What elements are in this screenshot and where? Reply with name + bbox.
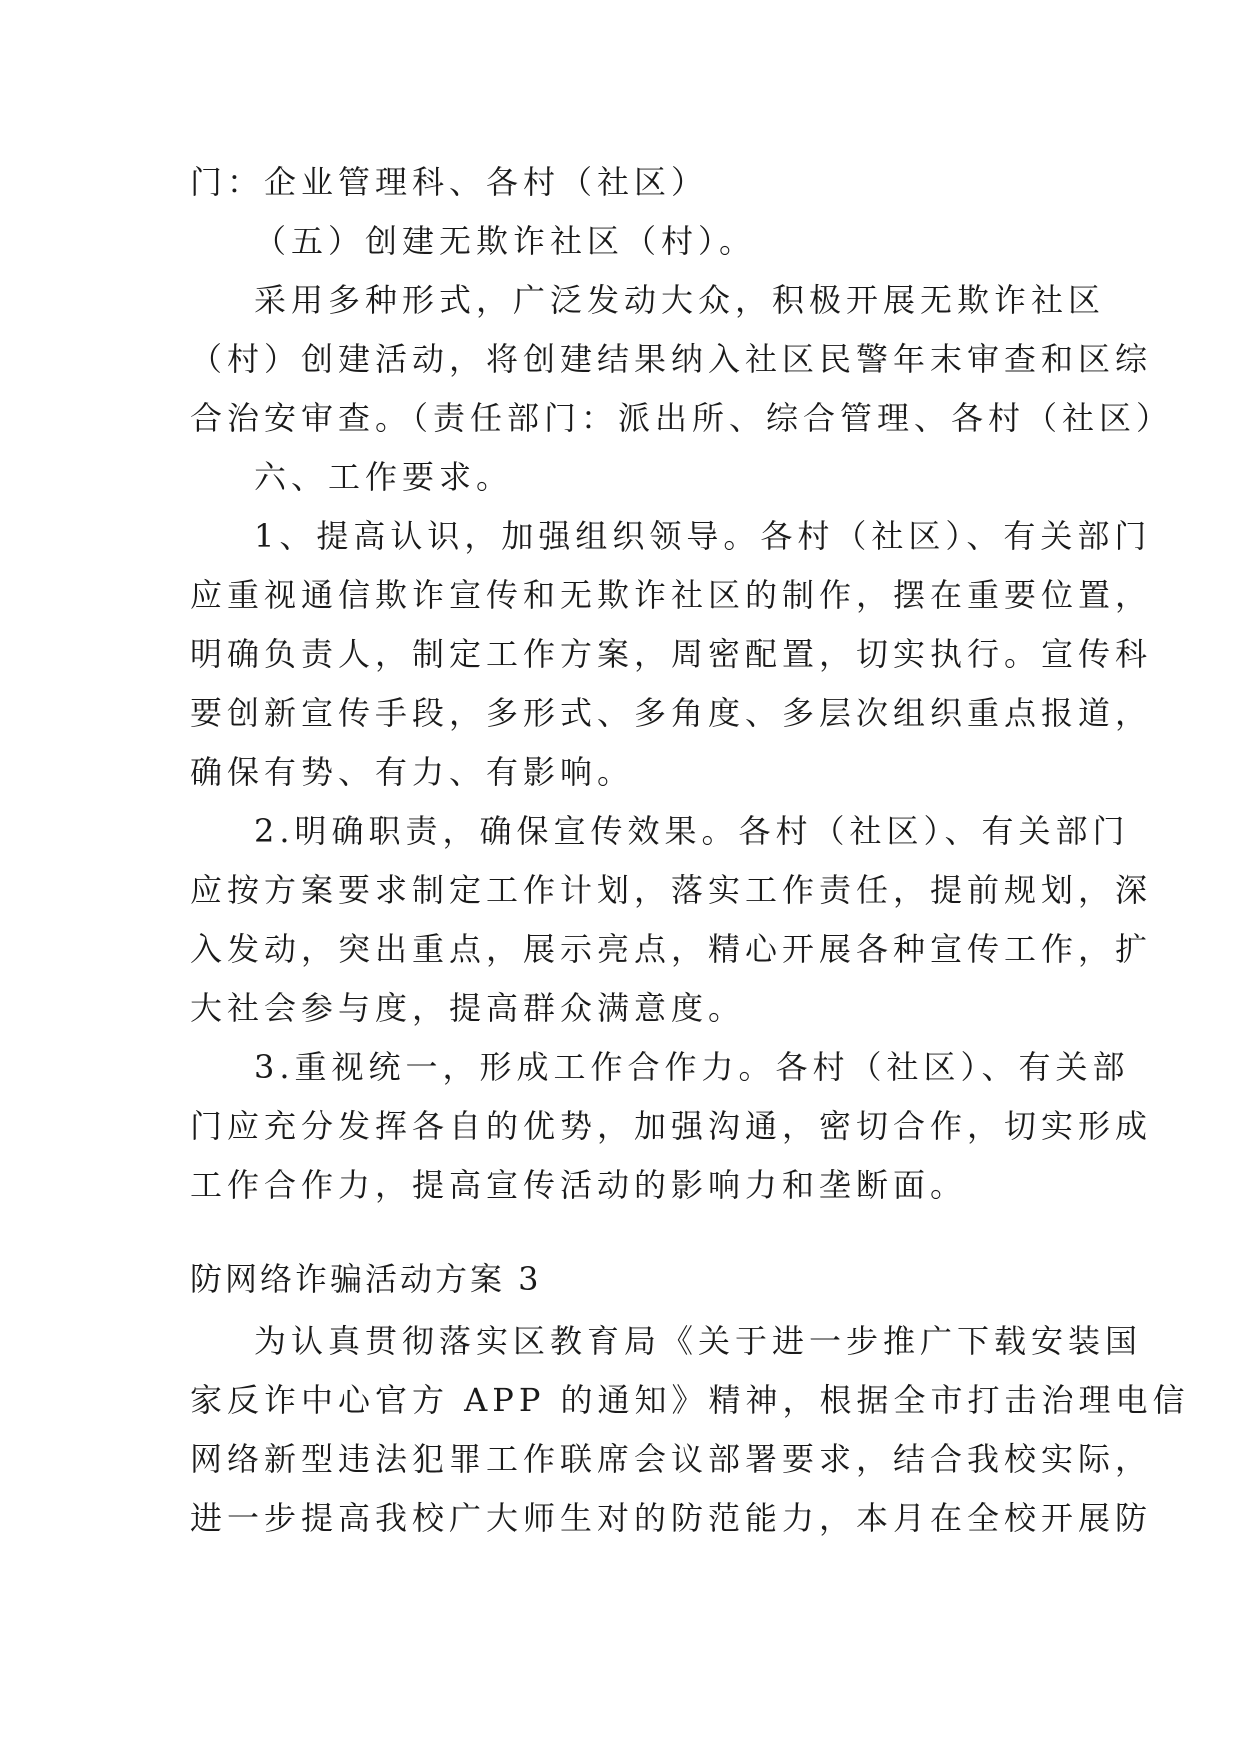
subheading-line: 六、工作要求。 xyxy=(254,458,514,496)
paragraph-line: 1、提高认识，加强组织领导。各村（社区）、有关部门 xyxy=(254,517,1152,555)
paragraph-line: （村）创建活动，将创建结果纳入社区民警年末审查和区综 xyxy=(190,340,1153,378)
paragraph-line: 入发动，突出重点，展示亮点，精心开展各种宣传工作，扩 xyxy=(190,930,1153,968)
subheading-line: （五）创建无欺诈社区（村）。 xyxy=(254,222,757,260)
paragraph-line: 2.明确职责，确保宣传效果。各村（社区）、有关部门 xyxy=(254,812,1130,850)
paragraph-line: 应按方案要求制定工作计划，落实工作责任，提前规划，深 xyxy=(190,871,1153,909)
paragraph-line: 明确负责人，制定工作方案，周密配置，切实执行。宣传科 xyxy=(190,635,1153,673)
paragraph-line: 网络新型违法犯罪工作联席会议部署要求，结合我校实际， xyxy=(190,1440,1153,1478)
paragraph-line: 家反诈中心官方 APP 的通知》精神，根据全市打击治理电信 xyxy=(190,1381,1190,1419)
paragraph-line: 工作合作力，提高宣传活动的影响力和垄断面。 xyxy=(190,1166,968,1204)
section-title: 防网络诈骗活动方案 3 xyxy=(190,1260,542,1298)
paragraph-line: 确保有势、有力、有影响。 xyxy=(190,753,635,791)
section-title-block xyxy=(190,1250,1052,1309)
paragraph-line: 进一步提高我校广大师生对的防范能力，本月在全校开展防 xyxy=(190,1499,1153,1537)
paragraph-line: 要创新宣传手段，多形式、多角度、多层次组织重点报道， xyxy=(190,694,1153,732)
paragraph-line: 应重视通信欺诈宣传和无欺诈社区的制作，摆在重要位置， xyxy=(190,576,1153,614)
section-body xyxy=(190,1312,1190,1548)
paragraph-line: 采用多种形式，广泛发动大众，积极开展无欺诈社区 xyxy=(254,281,1106,319)
paragraph-line: 合治安审查。（责任部门：派出所、综合管理、各村（社区） xyxy=(190,399,1174,437)
paragraph-line: 门应充分发挥各自的优势，加强沟通，密切合作，切实形成 xyxy=(190,1107,1153,1145)
text-line: 门：企业管理科、各村（社区） xyxy=(190,163,709,201)
section-body xyxy=(190,153,1174,1215)
paragraph-line: 为认真贯彻落实区教育局《关于进一步推广下载安装国 xyxy=(254,1322,1143,1360)
paragraph-line: 大社会参与度，提高群众满意度。 xyxy=(190,989,746,1027)
paragraph-line: 3.重视统一，形成工作合作力。各村（社区）、有关部 xyxy=(254,1048,1130,1086)
